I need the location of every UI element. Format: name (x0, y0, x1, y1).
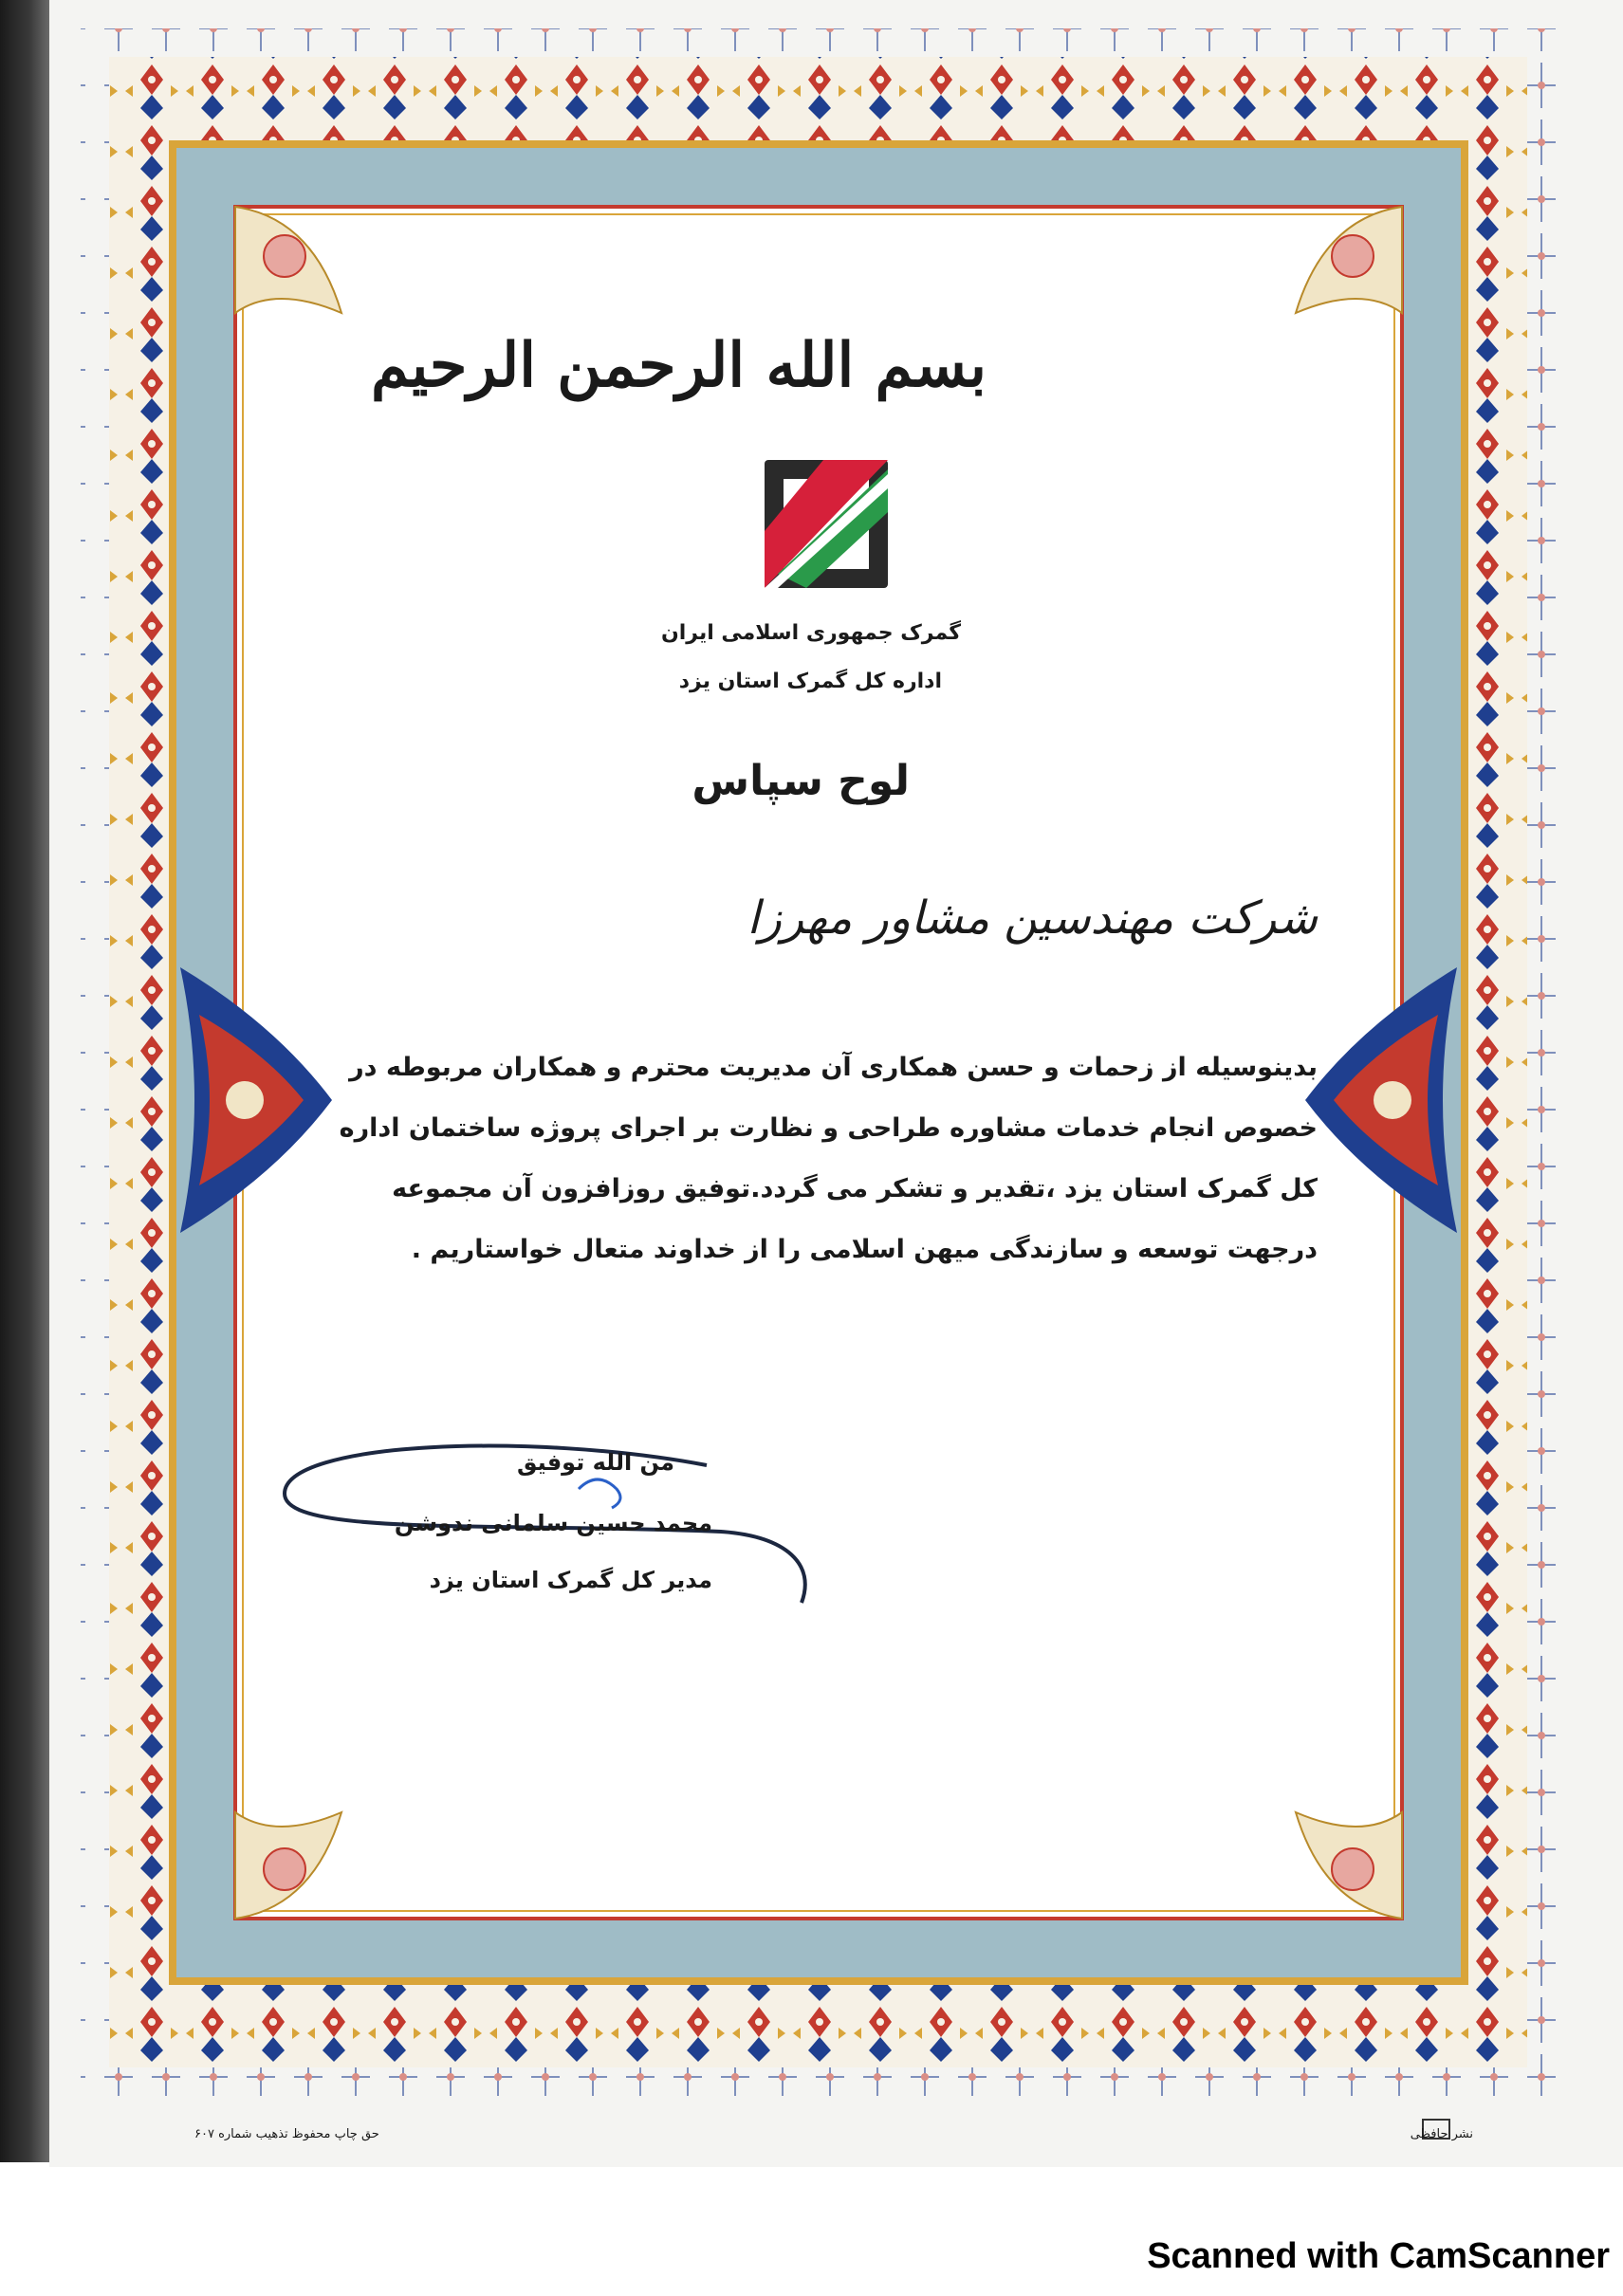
bismillah-calligraphy: بسم الله الرحمن الرحیم (370, 330, 987, 401)
body-line-1: بدینوسیله از زحمات و حسن همکاری آن مدیریت محترم و همکاران مربوطه در (349, 1053, 1318, 1082)
footer-copyright: حق چاپ محفوظ تذهیب شماره ۶۰۷ (194, 2127, 379, 2141)
footer-publisher: نشر حافظی (1410, 2127, 1473, 2141)
body-line-2: خصوص انجام خدمات مشاوره طراحی و نظارت بر اجرای پروژه ساختمان اداره (339, 1113, 1318, 1143)
organization-name: گمرک جمهوری اسلامی ایران (660, 621, 961, 645)
camscanner-watermark: Scanned with CamScanner (1147, 2236, 1610, 2276)
customs-logo (765, 460, 888, 588)
recipient-name: شرکت مهندسین مشاور مهرزا (747, 891, 1318, 945)
certificate-title: لوح سپاس (692, 757, 910, 805)
body-line-3: کل گمرک استان یزد ،تقدیر و تشکر می گردد.توفیق روزافزون آن مجموعه (392, 1174, 1318, 1203)
signature-closing: من الله توفیق (517, 1449, 674, 1476)
signatory-name: محمد حسین سلمانی ندوشن (394, 1510, 712, 1536)
body-line-4: درجهت توسعه و سازندگی میهن اسلامی را از خداوند متعال خواستاریم . (411, 1235, 1318, 1264)
organization-department: اداره کل گمرک استان یزد (678, 670, 942, 693)
signatory-position: مدیر کل گمرک استان یزد (429, 1567, 712, 1593)
